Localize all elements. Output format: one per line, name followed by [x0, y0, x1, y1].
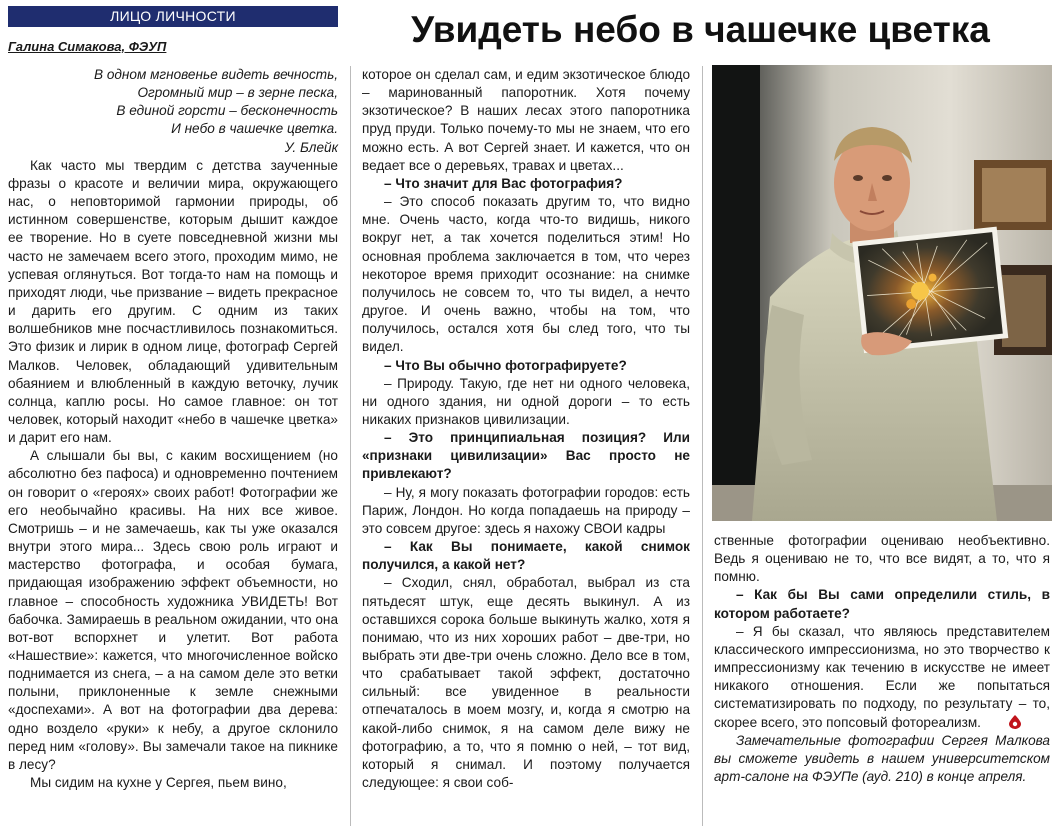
paragraph: ственные фотографии оцениваю необъективно. Ведь я оцениваю не то, что все видят, а то, что я помню.: [714, 533, 1050, 585]
column-divider: [702, 66, 703, 826]
epigraph-line: Огромный мир – в зерне песка,: [137, 85, 338, 101]
section-rubric: ЛИЦО ЛИЧНОСТИ: [8, 6, 338, 27]
article-headline: Увидеть небо в чашечке цветка: [411, 9, 990, 50]
article-column-3: [714, 532, 1050, 786]
epigraph-line: В одном мгновенье видеть вечность,: [94, 67, 338, 82]
epigraph-line: В единой горсти – бесконечность: [116, 103, 338, 119]
interview-question: – Что значит для Вас фотография?: [384, 175, 623, 191]
interview-answer: – Это способ показать другим то, что видно мне. Очень часто, когда что-то видишь, никого вокруг нет, а так хочется поделиться этим! Но основная проблема заключается в том, что через некоторое время приходит осознание: на снимке получилось не совсем то, что ты видел, а нечто другое. И очень важно, чтобы на том, что получилось, остался хотя бы след того, что ты видел.: [362, 194, 690, 355]
interview-answer: – Сходил, снял, обработал, выбрал из ста пятьдесят штук, еще десять выкинул. А из оставшихся сорока больше выкинуть жалко, хотя я понимаю, что из них хороших работ – две-три, но выбрать эти две-три очень сложно. Дело все в том, что срабатывает такой эффект, достаточно сильный: все увиденное в реальности отпечаталось в моем мозгу, и, когда я смотрю на какой-либо снимок, я на самом деле вижу не фотографию, а то, что я помню о ней, – тот вид, который я снимал. И поэтому получается следующее: я свои соб-: [362, 575, 690, 791]
photo-illustration: [712, 65, 1052, 521]
epigraph-author: У. Блейк: [284, 139, 338, 155]
photographer-photo: [712, 65, 1052, 521]
closing-note: Замечательные фотографии Сергея Малкова вы сможете увидеть в нашем университетском арт-салоне на ФЭУПе (ауд. 210) в конце апреля.: [714, 732, 1050, 785]
interview-question: – Это принципиальная позиция? Или «признаки цивилизации» Вас просто не привлекают?: [362, 430, 690, 482]
interview-answer: – Ну, я могу показать фотографии городов: есть Париж, Лондон. Но когда попадаешь на природу – это совсем другое: здесь я нахожу СВОИ кадры: [362, 484, 690, 536]
interview-question: – Что Вы обычно фотографируете?: [384, 357, 627, 373]
byline: Галина Симакова, ФЭУП: [8, 39, 167, 54]
interview-question: – Как бы Вы сами определили стиль, в котором работаете?: [714, 587, 1050, 621]
interview-answer: [714, 623, 1050, 732]
paragraph: которое он сделал сам, и едим экзотическое блюдо – маринованный папоротник. Хотя почему экзотическое? В наших лесах этого папоротника пруд пруди. Только почему-то мы не знаем, что его можно есть. А вот Сергей знает. И кажется, что он ведает все о деревьях, травах и цветах...: [362, 67, 690, 173]
paragraph: Мы сидим на кухне у Сергея, пьем вино,: [30, 775, 287, 791]
column-divider: [350, 66, 351, 826]
paragraph: Как часто мы твердим с детства заученные фразы о красоте и величии мира, окружающего нас, о неповторимой гармонии природы, об истинном совершенстве, которым дышит каждое ее творение. Но в суете повседневной жизни мы часто не замечаем всего этого, проходим мимо, не успевая оглянуться. Вот тогда-то нам на помощь и приходят люди, чье призвание – видеть прекрасное и дарить его другим. С одним из таких волшебников мне посчастливилось познакомиться. Это физик и лирик в одном лице, фотограф Сергей Малков. Человек, обладающий удивительным обаянием и влюбленный в каждую веточку, лучик солнца, каплю росы. Но самое главное: он тот человек, который находит «небо в чашечке цветка» и дарит его нам.: [8, 157, 338, 446]
article-column-2: [362, 66, 690, 792]
interview-question: – Как Вы понимаете, какой снимок получился, а какой нет?: [362, 539, 690, 573]
article-column-1: [8, 66, 338, 792]
interview-answer: – Природу. Такую, где нет ни одного человека, ни одного здания, ни одной дороги – то есть никаких признаков цивилизации.: [362, 375, 690, 427]
answer-text: – Я бы сказал, что являюсь представителем классического импрессионизма, но это творчество к импрессионизму как течению в искусстве не имеет никакого отношения. Если же попытаться систематизировать по подходу, по результату – то, скорее всего, это попсовый фотореализм.: [714, 623, 1050, 730]
paragraph: А слышали бы вы, с каким восхищением (но абсолютно без пафоса) и одновременно почтением он говорит о «героях» своих работ! Фотографии же его необычайно красивы. На них все живое. Смотришь – и не замечаешь, как ты уже оказался внутри этого мира... Здесь свою роль играют и мастерство фотографа, и особая бумага, придающая изображению эффект объемности, но главное – способность художника УВИДЕТЬ! Вот бабочка. Замираешь в реальном ожидании, что она вот-вот вспорхнет и улетит. Вот работа «Нашествие»: кажется, что многочисленное войско поднимается из снега, – а на самом деле это ветки полыни, приклоненные к земле снежными «доспехами». А вот на фотографии два дерева: одно воздело «руки» к небу, а другое склонило перед ним «голову». Вы замечали такое на пикнике в лесу?: [8, 448, 338, 772]
epigraph-line: И небо в чашечке цветка.: [171, 121, 338, 137]
drop-icon: [987, 715, 999, 729]
